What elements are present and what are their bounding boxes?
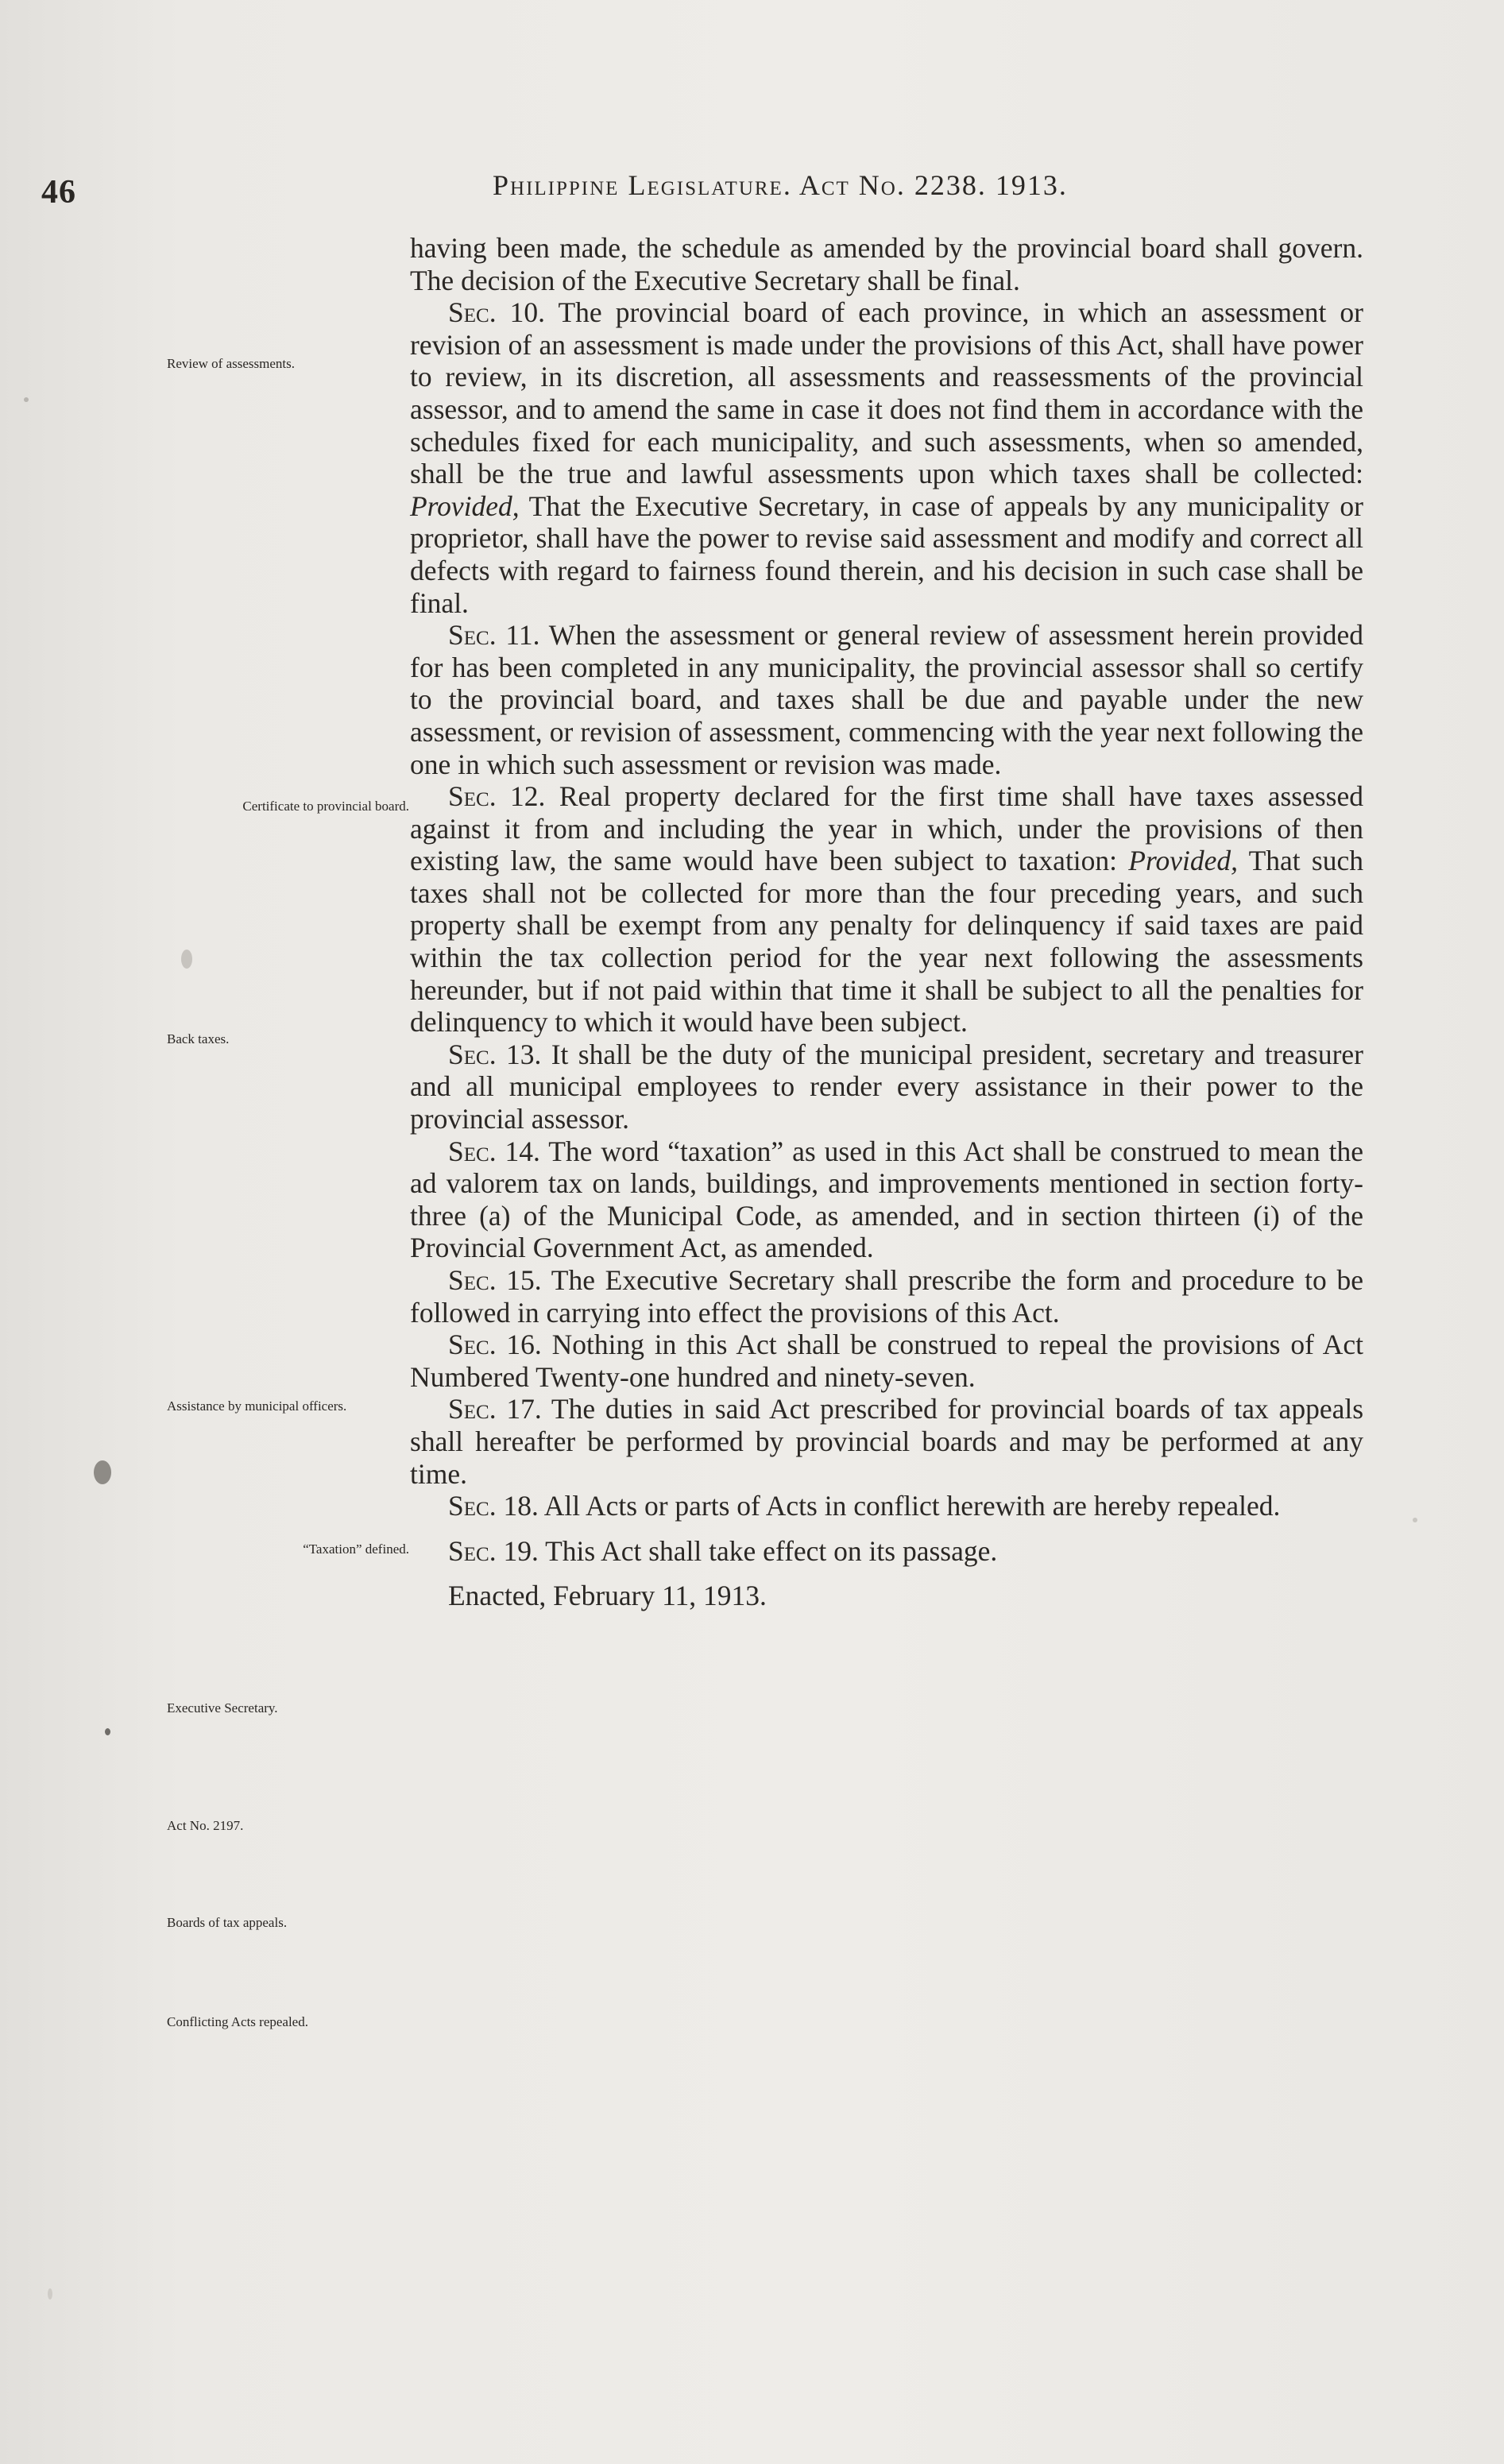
section-number: Sec. 14.	[448, 1135, 540, 1167]
section-number: Sec. 17.	[448, 1393, 542, 1425]
body-text	[410, 232, 1363, 1612]
section-number: Sec. 15.	[448, 1264, 542, 1296]
paragraph-text: This Act shall take effect on its passage.	[545, 1534, 998, 1567]
section-number: Sec. 19.	[448, 1534, 539, 1567]
paper-speck	[24, 397, 29, 402]
paragraph-text: having been made, the schedule as amended by the provincial board shall govern. The decision of the Executive Secretary shall be final.	[410, 232, 1363, 296]
paragraph-sec-18	[410, 1490, 1363, 1522]
paragraph-text: Real property declared for the first time shall have taxes assessed against it from and including the year in which, under the provisions of then existing law, the same would have been subject to taxation:	[410, 780, 1363, 877]
paragraph-text: The Executive Secretary shall prescribe the form and procedure to be followed in carrying into effect the provisions of this Act.	[410, 1264, 1363, 1329]
paragraph-sec-10	[410, 296, 1363, 619]
paragraph-text: Nothing in this Act shall be construed to repeal the provisions of Act Numbered Twenty-one hundred and ninety-seven.	[410, 1329, 1364, 1393]
proviso-italic: Provided,	[410, 489, 520, 522]
paragraph-text: The provincial board of each province, in which an assessment or revision of an assessment is made under the provisions of this Act, shall have power to review, in its discretion, all assessments and reassessments of the provincial assessor, and to amend the same in case it does not find them in accordance with the schedules fixed for each municipality, and such assessments, when so amended, shall be the true and lawful assessments upon which taxes shall be collected:	[410, 296, 1363, 490]
paragraph-sec-17	[410, 1393, 1363, 1490]
enactment-text: Enacted, February 11, 1913.	[448, 1580, 767, 1612]
paragraph-text: That the Executive Secretary, in case of appeals by any municipality or proprietor, shall have the power to revise said assessment and modify and correct all defects with regard to fairness found therein, and his decision in such case shall be final.	[410, 489, 1363, 619]
paper-speck	[105, 1728, 110, 1735]
margin-note-certificate: Certificate to provincial board.	[242, 799, 409, 814]
paragraph-text: When the assessment or general review of assessment herein provided for has been completed in any municipality, the provincial assessor shall so certify to the provincial board, and taxes shall be due and payable under the new assessment, or revision of assessment, commencing with the year next following the one in which such assessment or revision was made.	[410, 619, 1364, 780]
paragraph-sec-14	[410, 1135, 1363, 1264]
paper-speck	[48, 2288, 52, 2300]
section-number: Sec. 13.	[448, 1038, 542, 1070]
paragraph-sec-12	[410, 780, 1363, 1039]
section-number: Sec. 10.	[448, 296, 546, 329]
margin-note-review: Review of assessments.	[167, 356, 296, 371]
paragraph-sec-15	[410, 1264, 1363, 1329]
paper-speck	[94, 1460, 111, 1484]
margin-note-conflicting: Conflicting Acts repealed.	[167, 2014, 308, 2029]
paper-speck	[181, 950, 192, 969]
margin-note-executive: Executive Secretary.	[167, 1700, 278, 1716]
paper-speck	[1413, 1518, 1417, 1522]
paragraph-text: It shall be the duty of the municipal president, secretary and treasurer and all municipal employees to render every assistance in their power to the provincial assessor.	[410, 1038, 1364, 1135]
section-number: Sec. 12.	[448, 780, 546, 813]
section-number: Sec. 11.	[448, 619, 540, 652]
proviso-italic: Provided,	[1128, 845, 1238, 877]
paragraph-sec-16	[410, 1329, 1363, 1393]
margin-note-back-taxes: Back taxes.	[167, 1031, 230, 1046]
paragraph-text: The word “taxation” as used in this Act shall be construed to mean the ad valorem tax on lands, buildings, and improvements mentioned in section forty-three (a) of the Municipal Code, as amended, and in section thirteen (i) of the Provincial Government Act, as amended.	[410, 1135, 1363, 1264]
page-number: 46	[41, 174, 76, 211]
paragraph-text: The duties in said Act prescribed for provincial boards of tax appeals shall hereafter be performed by provincial boards and may be performed at any time.	[410, 1393, 1364, 1490]
running-head: Philippine Legislature. Act No. 2238. 1913.	[493, 169, 1068, 201]
paragraph-sec-11	[410, 619, 1363, 780]
section-number: Sec. 18.	[448, 1490, 539, 1522]
margin-note-taxation: “Taxation” defined.	[303, 1541, 409, 1557]
paragraph-continuation	[410, 232, 1363, 296]
margin-note-act: Act No. 2197.	[167, 1818, 244, 1833]
paragraph-sec-13	[410, 1039, 1363, 1135]
enactment-date	[410, 1580, 1363, 1612]
paragraph-sec-19	[410, 1535, 1363, 1568]
margin-note-boards: Boards of tax appeals.	[167, 1915, 288, 1930]
paragraph-text: That such taxes shall not be collected for more than the four preceding years, and such property shall be exempt from any penalty for delinquency if said taxes are paid within the tax collection period for the year next following the assessments hereunder, but if not paid within that time it shall be subject to all the penalties for delinquency to which it would have been subject.	[410, 845, 1363, 1039]
margin-note-assistance: Assistance by municipal officers.	[167, 1398, 347, 1414]
section-number: Sec. 16.	[448, 1329, 542, 1361]
paragraph-text: All Acts or parts of Acts in conflict herewith are hereby repealed.	[543, 1490, 1281, 1522]
